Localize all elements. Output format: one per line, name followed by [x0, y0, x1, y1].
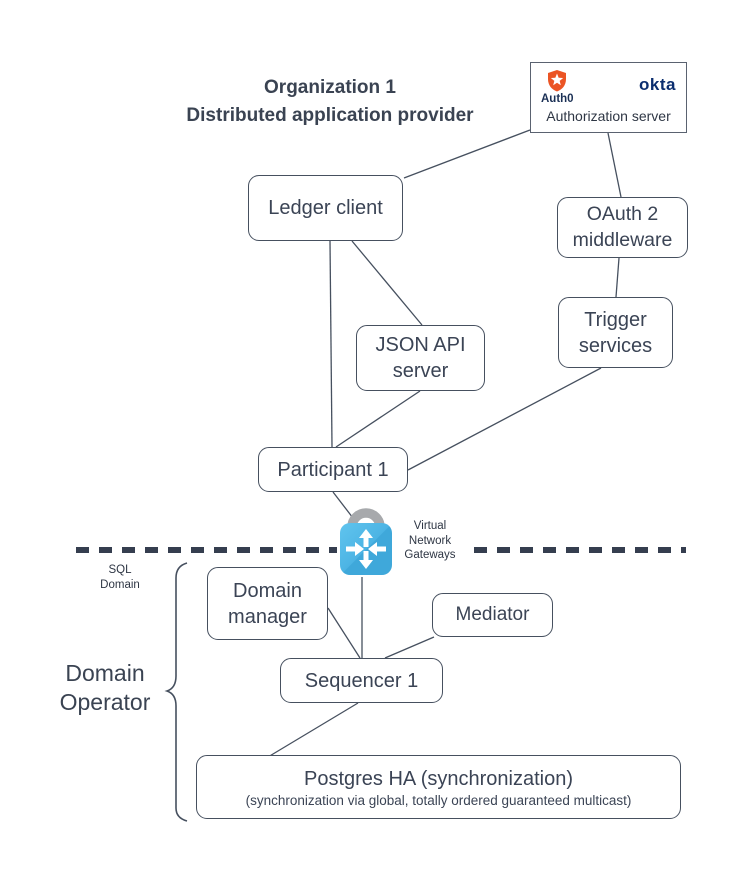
node-mediator — [432, 593, 553, 637]
sequencer-1-label: Sequencer 1 — [304, 669, 419, 692]
gateway-label: Virtual Network Gateways — [404, 520, 456, 561]
edge-ledger-participant — [330, 241, 332, 447]
node-json-api-server — [356, 325, 485, 391]
domain-operator-label: Domain Operator — [59, 660, 151, 715]
auth0-wordmark: Auth0 — [541, 93, 574, 105]
postgres-ha-label: Postgres HA (synchronization) — [303, 767, 573, 790]
auth-server-label: Authorization server — [546, 108, 671, 124]
edge-ledger-jsonapi — [352, 241, 422, 325]
participant-1-label: Participant 1 — [277, 458, 389, 481]
node-authorization-server — [530, 62, 687, 133]
okta-wordmark: okta — [639, 75, 676, 94]
sql-domain-label: SQL Domain — [100, 564, 140, 591]
domain-operator-brace — [167, 563, 187, 821]
edge-jsonapi-participant — [336, 391, 420, 447]
ledger-client-label: Ledger client — [268, 197, 383, 219]
auth-logos-row — [541, 69, 676, 105]
edge-sequencer-postgres — [268, 703, 358, 757]
postgres-ha-sublabel: (synchronization via global, totally ordered guaranteed multicast) — [245, 792, 632, 808]
oauth2-middleware-label: OAuth 2 middleware — [572, 203, 673, 251]
edge-auth-ledger — [404, 130, 530, 178]
domain-manager-label: Domain manager — [228, 579, 307, 628]
node-postgres-ha — [196, 755, 681, 819]
auth0-shield-icon — [546, 69, 568, 92]
edge-mediator-sequencer — [385, 637, 434, 658]
trigger-services-label: Trigger services — [578, 308, 653, 357]
json-api-server-label: JSON API server — [375, 334, 466, 382]
node-participant-1 — [258, 447, 408, 492]
mediator-label: Mediator — [455, 603, 530, 625]
node-domain-manager — [207, 567, 328, 640]
edge-oauth2-trigger — [616, 258, 619, 297]
node-ledger-client — [248, 175, 403, 241]
title-line1: Organization 1 — [264, 77, 396, 98]
node-trigger-services — [558, 297, 673, 368]
node-oauth2-middleware — [557, 197, 688, 258]
diagram-title — [110, 74, 550, 130]
edge-auth-oauth2 — [608, 133, 621, 197]
node-sequencer-1 — [280, 658, 443, 703]
virtual-network-gateway-icon — [337, 506, 395, 580]
edge-domainmanager-sequencer — [328, 608, 360, 658]
auth0-logo — [541, 69, 574, 105]
title-line2: Distributed application provider — [186, 105, 474, 126]
